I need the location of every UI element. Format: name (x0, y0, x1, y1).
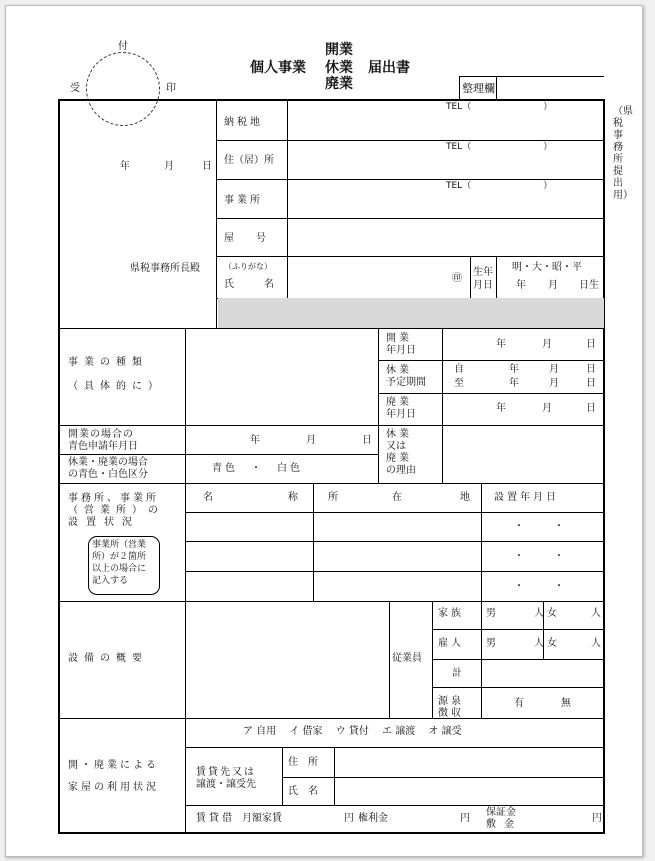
row-setup-date-1[interactable]: ・ ・ (514, 521, 564, 532)
key-money-label: 権利金 (358, 813, 388, 824)
family-male: 男 (486, 608, 496, 619)
total-label: 計 (452, 668, 462, 679)
birth-label-2: 月日 (473, 280, 493, 291)
office-note-4: 記入する (92, 576, 129, 586)
blue-date-label-2: 青色申請年月日 (68, 441, 138, 452)
hired-female-unit: 人 (591, 638, 601, 649)
transferee-label-2: 譲渡・譲受先 (196, 779, 256, 790)
kind-label: 事業の種類 (68, 357, 148, 368)
row-label-office: 事業所 (224, 195, 263, 206)
suspend-from-day: 日 (586, 364, 596, 375)
start-date-label-2: 年月日 (386, 345, 416, 356)
col-name-2: 称 (288, 492, 298, 503)
col-location-1: 所 (328, 492, 338, 503)
tax-notification-form (5, 5, 643, 857)
row-label-trade-name: 屋号 (224, 233, 288, 244)
close-label-2: 年月日 (386, 409, 416, 420)
tel-field-2[interactable]: TEL（ ） (446, 142, 553, 152)
date-day: 日 (202, 161, 212, 172)
monthly-rent-label: 月額家賃 (242, 813, 282, 824)
hired-male: 男 (486, 638, 496, 649)
office-note-1: 事業所（営業 (92, 540, 147, 550)
office-note-3: 以上の場合に (92, 564, 147, 574)
receipt-stamp-circle (86, 52, 160, 126)
start-date-label-1: 開業 (386, 333, 412, 344)
birth-month: 月 (548, 280, 558, 291)
col-name-1: 名 (203, 492, 213, 503)
employee-label: 従業員 (392, 653, 422, 664)
reason-label-2: 又は (386, 441, 406, 452)
start-day: 日 (586, 339, 596, 350)
date-month: 月 (164, 161, 174, 172)
form-title-suffix: 届出書 (368, 60, 410, 76)
office-label-1: 事務所、事業所 (68, 493, 159, 504)
house-label-2: 家屋の利用状況 (68, 782, 159, 793)
row-setup-date-3[interactable]: ・ ・ (514, 581, 564, 592)
blue-class-label-2: の青色・白色区分 (68, 469, 148, 480)
seal-mark: ㊞ (452, 273, 462, 284)
date-year: 年 (120, 161, 136, 172)
blue-date-year: 年 (250, 435, 260, 446)
hired-female: 女 (547, 638, 557, 649)
deposit-label-2: 敷金 (486, 819, 522, 830)
row-setup-date-2[interactable]: ・ ・ (514, 551, 564, 562)
applicant-gray-band (218, 298, 604, 328)
suspend-to-year: 年 (509, 378, 519, 389)
close-label-1: 廃業 (386, 397, 412, 408)
blue-class-label-1: 休業・廃業の場合 (68, 457, 148, 468)
title-option-suspend: 休業 (325, 60, 353, 76)
era-options[interactable]: 明・大・昭・平 (512, 262, 582, 273)
suspend-from-year: 年 (509, 364, 519, 375)
row-label-name: 氏名 (224, 279, 304, 290)
withholding-label: 源泉徴収 (438, 696, 464, 719)
stamp-label-right: 印 (166, 83, 176, 94)
birth-day: 日生 (579, 280, 599, 291)
tel-field-3[interactable]: TEL（ ） (446, 181, 553, 191)
col-setup-date: 設置年月日 (494, 492, 559, 503)
withholding-no[interactable]: 無 (561, 698, 571, 709)
title-option-close: 廃業 (325, 76, 353, 92)
transferee-address-label: 住所 (288, 757, 328, 768)
form-title-main: 個人事業 (250, 60, 306, 76)
family-label: 家族 (438, 608, 464, 619)
row-label-tax-place: 納税地 (224, 117, 263, 128)
monthly-rent-yen: 円 (344, 813, 354, 824)
kind-sub-label: （具体的に） (68, 381, 164, 392)
title-option-open: 開業 (325, 42, 353, 58)
blue-date-day: 日 (362, 435, 372, 446)
house-label-1: 開・廃業による (68, 760, 159, 771)
deposit-yen: 円 (592, 813, 602, 824)
start-year: 年 (496, 339, 506, 350)
transferee-label-1: 賃貸先又は (196, 767, 256, 778)
equipment-label: 設備の概要 (68, 653, 148, 664)
suspend-to-day: 日 (586, 378, 596, 389)
seiri-label: 整理欄 (462, 82, 495, 95)
suspend-from-month: 月 (549, 364, 559, 375)
suspend-label-1: 休業 (386, 365, 412, 376)
reason-label-3: 廃業 (386, 453, 412, 464)
office-note-2: 所）が２箇所 (92, 552, 147, 562)
col-location-3: 地 (460, 492, 470, 503)
reason-label-1: 休業 (386, 429, 412, 440)
withholding-yes[interactable]: 有 (514, 698, 524, 709)
suspend-from: 自 (454, 364, 464, 375)
suspend-to: 至 (454, 378, 464, 389)
tel-field-1[interactable]: TEL（ ） (446, 102, 553, 112)
side-note: （県税事務所提出用） (613, 106, 633, 201)
hired-male-unit: 人 (534, 638, 544, 649)
suspend-label-2: 予定期間 (386, 377, 426, 388)
rent-label: 賃貸借 (196, 813, 235, 824)
hired-label: 雇人 (438, 638, 464, 649)
office-label-2: （営業所）の (68, 505, 164, 516)
key-money-yen: 円 (460, 813, 470, 824)
close-day: 日 (586, 403, 596, 414)
furigana-label: （ふりがな） (224, 262, 272, 271)
family-male-unit: 人 (534, 608, 544, 619)
birth-year: 年 (516, 280, 526, 291)
family-female: 女 (547, 608, 557, 619)
stamp-label-top: 付 (118, 41, 128, 52)
stamp-label-left: 受 (70, 83, 80, 94)
col-location-2: 在 (392, 492, 402, 503)
deposit-label-1: 保証金 (486, 807, 516, 818)
transferee-name-label: 氏名 (288, 786, 328, 797)
suspend-to-month: 月 (549, 378, 559, 389)
blue-options[interactable]: 青色 ・ 白色 (212, 463, 303, 474)
blue-date-month: 月 (306, 435, 316, 446)
office-head-label: 県税事務所長殿 (130, 263, 200, 274)
office-label-3: 設置状況 (68, 517, 140, 528)
reason-label-4: の理由 (386, 465, 416, 476)
birth-label-1: 生年 (473, 267, 493, 278)
start-month: 月 (542, 339, 552, 350)
blue-date-label-1: 開業の場合の (68, 429, 134, 440)
family-female-unit: 人 (591, 608, 601, 619)
close-month: 月 (542, 403, 552, 414)
house-usage-options[interactable]: ア 自用 イ 借家 ウ 貸付 エ 譲渡 オ 譲受 (243, 726, 462, 737)
close-year: 年 (496, 403, 506, 414)
row-label-address: 住（居）所 (224, 155, 274, 166)
